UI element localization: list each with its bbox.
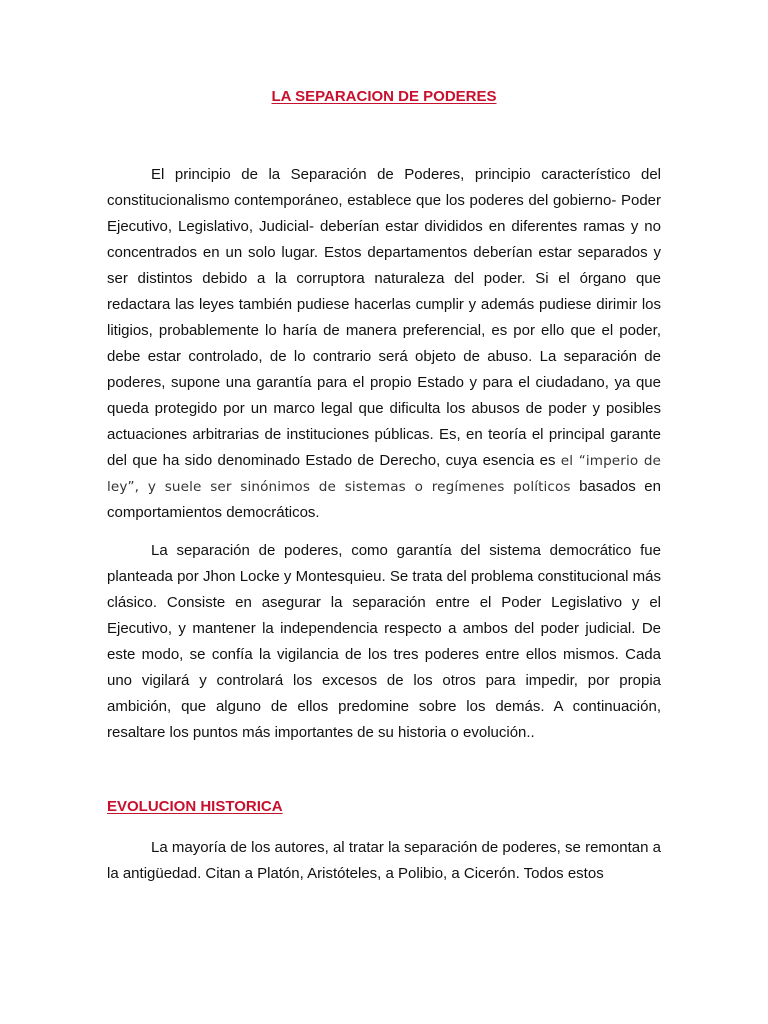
- paragraph-principle-text: El principio de la Separación de Poderes, principio característico del constitucionalismo contemporáneo, establece que los poderes del gobierno- Poder Ejecutivo, Legislativo, Judicial- deberían estar divididos en diferentes ramas y no concentrados en un solo lugar. Estos departamentos deberían estar separados y ser distintos debido a la corruptora naturaleza del poder. Si el órgano que redactara las leyes también pudiese hacerlas cumplir y además pudiese dirimir los litigios, probablemente lo haría de manera preferencial, es por ello que el poder, debe estar controlado, de lo contrario será objeto de abuso. La separación de poderes, supone una garantía para el propio Estado y para el ciudadano, ya que queda protegido por un marco legal que dificulta los abusos de poder y posibles actuaciones arbitrarias de instituciones públicas. Es, en teoría el principal garante del que ha sido denominado Estado de Derecho, cuya esencia es: [107, 166, 661, 469]
- section-heading-evolution: EVOLUCION HISTORICA: [107, 798, 283, 815]
- paragraph-democratic-guarantee: La separación de poderes, como garantía del sistema democrático fue planteada por Jhon Locke y Montesquieu. Se trata del problema constitucional más clásico. Consiste en asegurar la separación entre el Poder Legislativo y el Ejecutivo, y mantener la independencia respecto a ambos del poder judicial. De este modo, se confía la vigilancia de los tres poderes entre ellos mismos. Cada uno vigilará y controlará los excesos de los otros para impedir, por propia ambición, que alguno de ellos predomine sobre los demás. A continuación, resaltare los puntos más importantes de su historia o evolución..: [107, 542, 661, 741]
- paragraph-principle: [107, 162, 661, 526]
- document-title: LA SEPARACION DE PODERES: [271, 88, 497, 105]
- paragraph-principle-quote-text: el “imperio de ley”, y suele ser sinónimos de sistemas o regímenes políticos: [107, 453, 662, 495]
- paragraph-history-intro: La mayoría de los autores, al tratar la separación de poderes, se remontan a la antigüedad. Citan a Platón, Aristóteles, a Polibio, a Cicerón. Todos estos: [107, 839, 661, 882]
- paragraph-principle-ending: basados en comportamientos democráticos.: [107, 478, 661, 521]
